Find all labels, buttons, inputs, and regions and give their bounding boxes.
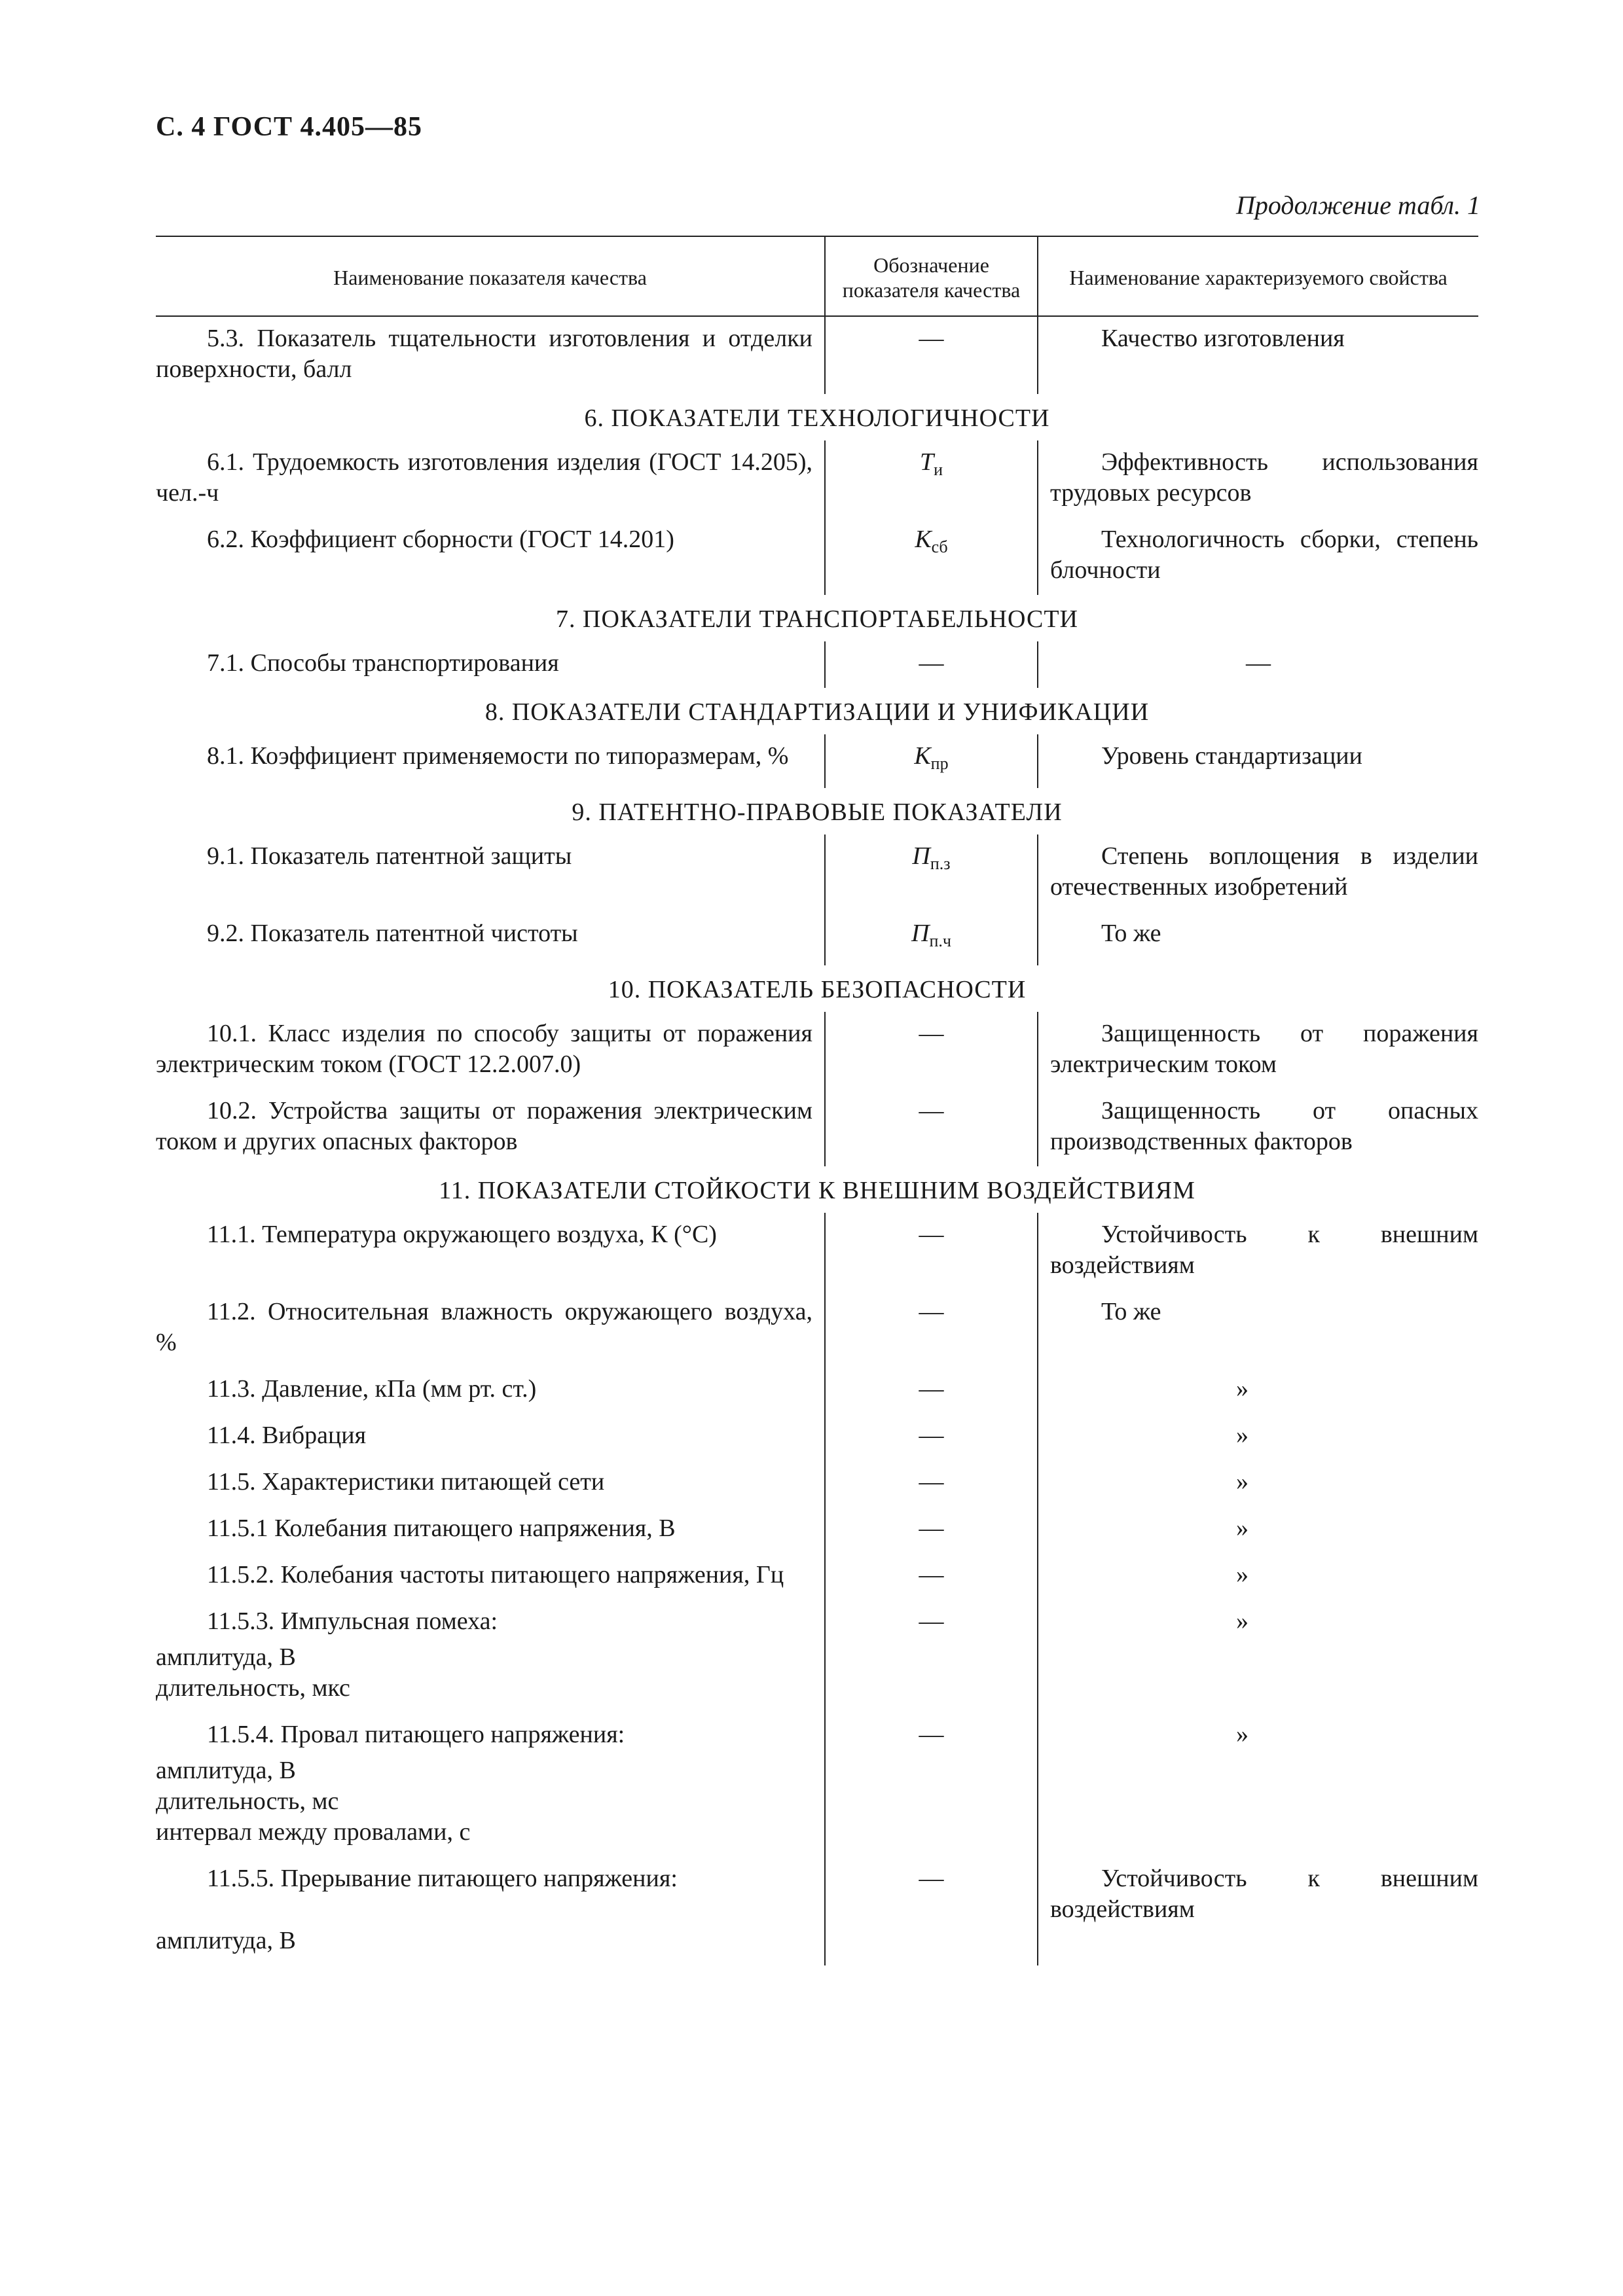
indicator-symbol: — — [825, 316, 1038, 394]
indicator-symbol: — — [825, 1213, 1038, 1290]
subparam-line: интервал между провалами, с — [156, 1818, 471, 1846]
indicator-name: 11.5.1 Колебания питающего напряжения, В — [207, 1515, 676, 1542]
indicator-property: Защищенность от поражения электрическим током — [1050, 1020, 1478, 1078]
section-heading-row — [156, 394, 1478, 440]
indicator-name: 11.1. Температура окружающего воздуха, К (°С) — [207, 1221, 717, 1248]
section-title: 9. ПАТЕНТНО-ПРАВОВЫЕ ПОКАЗАТЕЛИ — [572, 798, 1063, 826]
table-row — [156, 440, 1478, 518]
indicator-symbol: — — [825, 1553, 1038, 1600]
table-row — [156, 316, 1478, 394]
indicator-symbol: $П_{п.з}$ — [825, 834, 1038, 912]
table-row — [156, 1012, 1478, 1089]
table-row — [156, 1857, 1478, 1965]
section-title: 6. ПОКАЗАТЕЛИ ТЕХНОЛОГИЧНОСТИ — [584, 404, 1050, 432]
indicator-property: Качество изготовления — [1101, 325, 1345, 352]
indicator-symbol: — — [825, 1367, 1038, 1414]
indicator-symbol: — — [825, 1460, 1038, 1507]
indicator-symbol: — — [825, 1012, 1038, 1089]
quality-indicators-table — [156, 236, 1478, 1965]
ditto-mark: » — [1236, 1468, 1249, 1496]
section-heading-row — [156, 965, 1478, 1012]
table-row — [156, 734, 1478, 788]
indicator-subparams — [156, 1894, 812, 1956]
indicator-property: Защищенность от опасных производственных факторов — [1050, 1097, 1478, 1155]
indicator-property: Эффективность использования трудовых ресурсов — [1050, 448, 1478, 507]
section-heading-row — [156, 788, 1478, 834]
indicator-property: То же — [1101, 920, 1161, 947]
ditto-mark: » — [1236, 1607, 1249, 1635]
section-heading-row — [156, 688, 1478, 734]
indicator-property: Технологичность сборки, степень блочности — [1050, 526, 1478, 584]
section-title: 10. ПОКАЗАТЕЛЬ БЕЗОПАСНОСТИ — [608, 976, 1027, 1003]
indicator-name: 7.1. Способы транспортирования — [207, 649, 559, 677]
header-characterized-property: Наименование характеризуемого свойства — [1038, 236, 1478, 316]
indicator-symbol: — — [825, 1507, 1038, 1553]
header-indicator-symbol: Обозначение показателя качества — [825, 236, 1038, 316]
table-row — [156, 518, 1478, 595]
section-heading-row — [156, 1166, 1478, 1213]
indicator-name: 9.2. Показатель патентной чистоты — [207, 920, 578, 947]
indicator-symbol: — — [825, 1713, 1038, 1857]
section-heading-row — [156, 595, 1478, 641]
indicator-subparams — [156, 1750, 812, 1848]
indicator-name: 5.3. Показатель тщательности изготовления и отделки поверхности, балл — [156, 325, 812, 383]
page-header: С. 4 ГОСТ 4.405—85 — [156, 112, 423, 142]
table-row — [156, 912, 1478, 965]
table-row — [156, 1290, 1478, 1367]
subparam-line: амплитуда, В — [156, 1757, 296, 1784]
indicator-name: 6.2. Коэффициент сборности (ГОСТ 14.201) — [207, 526, 674, 553]
subparam-line: амплитуда, В — [156, 1927, 296, 1954]
indicator-subparams — [156, 1637, 812, 1704]
indicator-name: 8.1. Коэффициент применяемости по типоразмерам, % — [207, 742, 789, 770]
indicator-symbol: $Т_и$ — [825, 440, 1038, 518]
table-row — [156, 1213, 1478, 1290]
indicator-symbol: — — [825, 1290, 1038, 1367]
section-title: 8. ПОКАЗАТЕЛИ СТАНДАРТИЗАЦИИ И УНИФИКАЦИИ — [484, 698, 1150, 726]
indicator-name: 11.5.4. Провал питающего напряжения: — [207, 1721, 625, 1748]
table-row — [156, 1553, 1478, 1600]
indicator-property: Устойчивость к внешним воздействиям — [1050, 1865, 1478, 1923]
ditto-mark: » — [1236, 1515, 1249, 1542]
table-row — [156, 1600, 1478, 1713]
indicator-name: 10.1. Класс изделия по способу защиты от поражения электрическим током (ГОСТ 12.2.007.0) — [156, 1020, 812, 1078]
indicator-name: 9.1. Показатель патентной защиты — [207, 842, 572, 870]
subparam-line: амплитуда, В — [156, 1643, 296, 1671]
ditto-mark: » — [1236, 1721, 1249, 1748]
indicator-name: 11.2. Относительная влажность окружающего воздуха, % — [156, 1298, 812, 1356]
indicator-name: 11.3. Давление, кПа (мм рт. ст.) — [207, 1375, 537, 1403]
table-row — [156, 834, 1478, 912]
table-row — [156, 1460, 1478, 1507]
indicator-name: 11.5.3. Импульсная помеха: — [207, 1607, 498, 1635]
indicator-symbol: — — [825, 1857, 1038, 1965]
indicator-symbol: — — [825, 1089, 1038, 1166]
indicator-property: Степень воплощения в изделии отечественных изобретений — [1050, 842, 1478, 901]
indicator-name: 6.1. Трудоемкость изготовления изделия (ГОСТ 14.205), чел.-ч — [156, 448, 812, 507]
indicator-symbol: $К_{пр}$ — [825, 734, 1038, 788]
indicator-name: 10.2. Устройства защиты от поражения электрическим током и других опасных факторов — [156, 1097, 812, 1155]
ditto-mark: » — [1236, 1561, 1249, 1588]
indicator-name: 11.5.5. Прерывание питающего напряжения: — [207, 1865, 678, 1892]
section-title: 7. ПОКАЗАТЕЛИ ТРАНСПОРТАБЕЛЬНОСТИ — [556, 605, 1078, 633]
table-row — [156, 1414, 1478, 1460]
table-row — [156, 1089, 1478, 1166]
indicator-property: Устойчивость к внешним воздействиям — [1050, 1221, 1478, 1279]
ditto-mark: » — [1236, 1375, 1249, 1403]
indicator-name: 11.4. Вибрация — [207, 1422, 367, 1449]
table-header-row — [156, 236, 1478, 316]
indicator-name: 11.5. Характеристики питающей сети — [207, 1468, 605, 1496]
indicator-property: — — [1246, 649, 1271, 677]
subparam-line: длительность, мс — [156, 1787, 339, 1815]
header-indicator-name: Наименование показателя качества — [156, 236, 825, 316]
indicator-property: То же — [1101, 1298, 1161, 1325]
indicator-property: Уровень стандартизации — [1101, 742, 1362, 770]
ditto-mark: » — [1236, 1422, 1249, 1449]
indicator-symbol: — — [825, 1600, 1038, 1713]
indicator-symbol: — — [825, 1414, 1038, 1460]
subparam-line: длительность, мкс — [156, 1674, 350, 1702]
table-row — [156, 641, 1478, 688]
section-title: 11. ПОКАЗАТЕЛИ СТОЙКОСТИ К ВНЕШНИМ ВОЗДЕЙСТВИЯМ — [439, 1177, 1195, 1204]
table-continuation-note: Продолжение табл. 1 — [1235, 190, 1480, 220]
table-row — [156, 1507, 1478, 1553]
indicator-symbol: $П_{п.ч}$ — [825, 912, 1038, 965]
indicator-symbol: $К_{сб}$ — [825, 518, 1038, 595]
table-row — [156, 1367, 1478, 1414]
indicator-symbol: — — [825, 641, 1038, 688]
indicator-name: 11.5.2. Колебания частоты питающего напряжения, Гц — [207, 1561, 784, 1588]
table-row — [156, 1713, 1478, 1857]
